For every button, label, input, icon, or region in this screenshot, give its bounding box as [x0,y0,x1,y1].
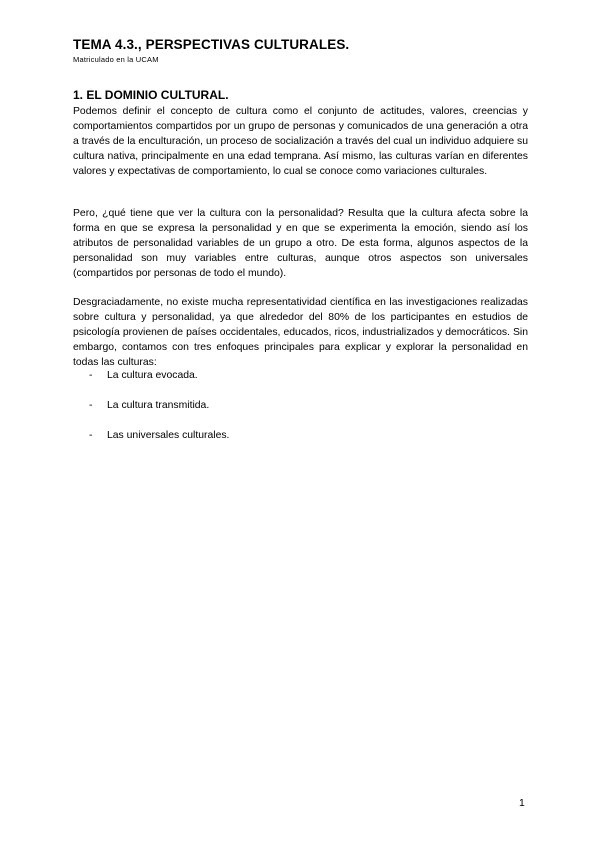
paragraph-personality: Pero, ¿qué tiene que ver la cultura con la personalidad? Resulta que la cultura afecta sobre la forma en que se expresa la personalidad y en que se experimenta la emoción, siendo así los atributos de personalidad variables de un grupo a otro. De esta forma, algunos aspectos de la personalidad son muy variables entre culturas, aunque otros aspectos son universales (compartidos por personas de todo el mundo). [73,208,528,279]
list-item [73,369,528,399]
approaches-list [73,369,528,458]
page-number: 1 [519,798,525,809]
paragraph-representativity: Desgraciadamente, no existe mucha representatividad científica en las investigaciones realizadas sobre cultura y personalidad, ya que alrededor del 80% de los participantes en estudios de psicología provienen de países occidentales, educados, ricos, industrializados y democráticos. Sin embargo, contamos con tres enfoques principales para explicar y explorar la personalidad en todas las culturas: [73,297,528,368]
list-item-text: La cultura transmitida. [107,399,210,411]
paragraph-definition: Podemos definir el concepto de cultura como el conjunto de actitudes, valores, creencias y comportamientos compartidos por un grupo de personas y comunicados de una generación a otra a través de la enculturación, un proceso de socialización a través del cual un individuo adquiere su cultura nativa, principalmente en una edad temprana. Así mismo, las culturas varían en diferentes valores y expectativas de comportamiento, lo cual se conoce como variaciones culturales. [73,106,528,177]
list-item [73,429,528,459]
list-item [73,399,528,429]
section-heading: 1. EL DOMINIO CULTURAL. [73,88,229,102]
list-bullet: - [89,399,93,411]
document-subtitle: Matriculado en la UCAM [73,55,159,64]
document-title: TEMA 4.3., PERSPECTIVAS CULTURALES. [73,37,350,52]
list-item-text: La cultura evocada. [107,370,198,381]
list-bullet: - [89,429,93,441]
list-item-text: Las universales culturales. [107,429,230,441]
list-bullet: - [89,370,93,381]
